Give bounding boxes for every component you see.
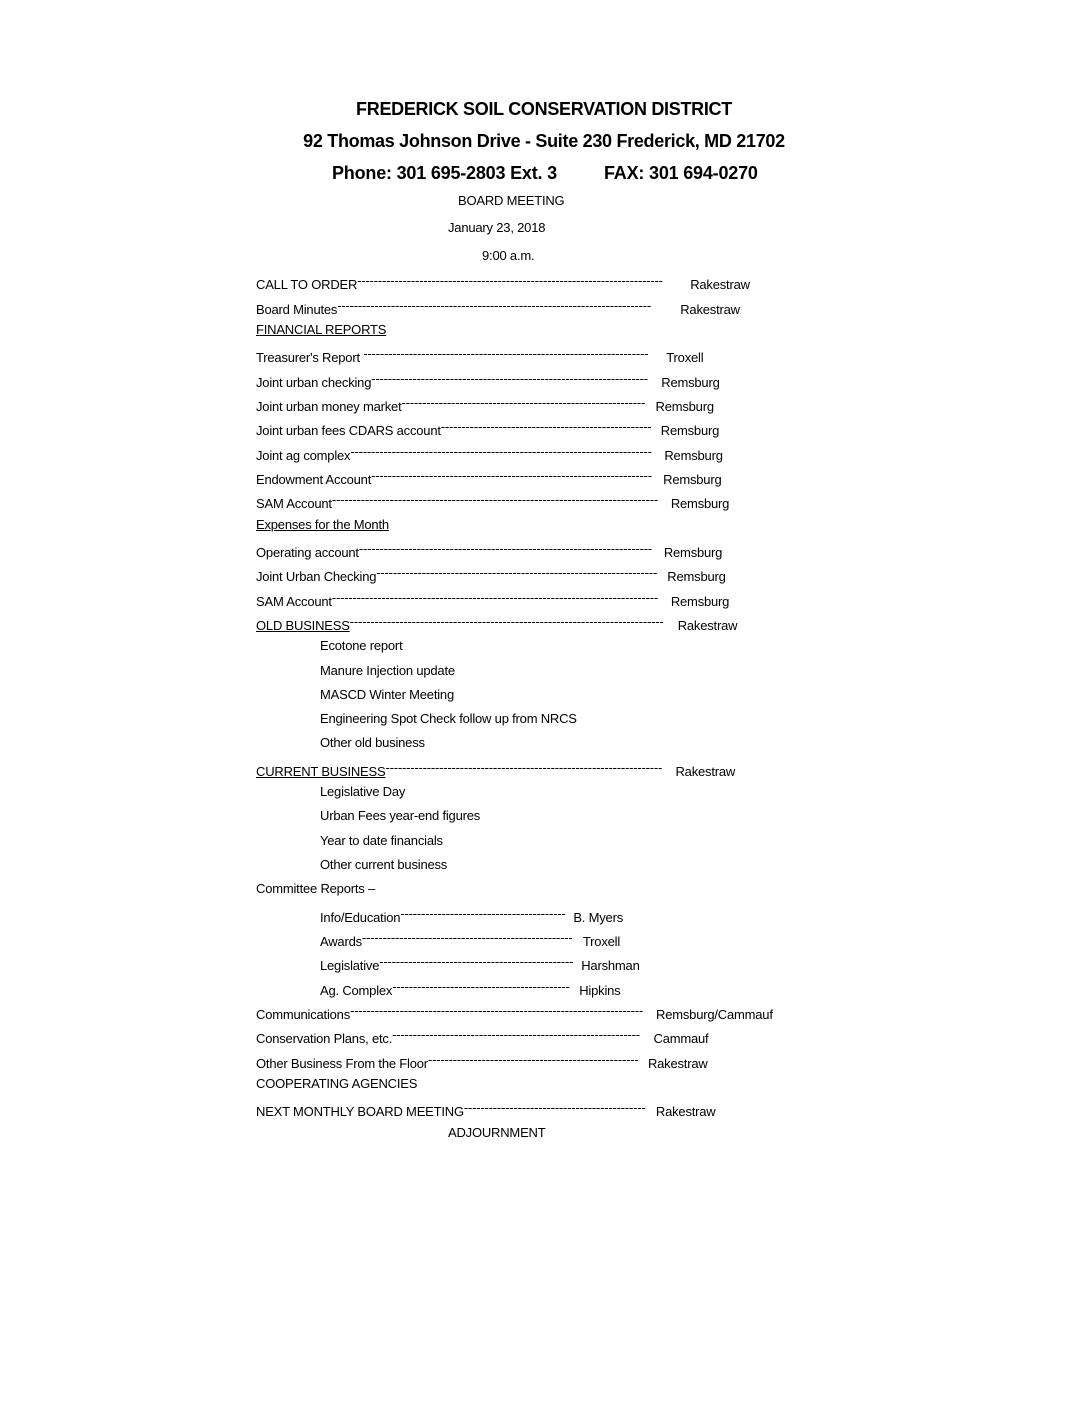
agenda-presenter: Rakestraw [677,618,738,633]
agenda-line-treasurers-report [256,346,703,366]
agenda-line-joint-urban-fees-cdars [256,419,719,439]
committee-line-legislative [320,954,640,974]
agenda-label: Joint urban checking [256,375,372,390]
agenda-presenter: Rakestraw [675,764,736,779]
agenda-label: Info/Education [320,910,401,925]
agenda-presenter: Remsburg/Cammauf [656,1007,773,1022]
committee-line-awards [320,930,620,950]
leader-dashes: ----------------------------------------------------------------------- [358,541,653,556]
current-item: Other current business [320,857,448,872]
agenda-presenter: Rakestraw [680,302,740,317]
agenda-line-current-business [256,760,735,780]
agenda-line-communications [256,1003,773,1023]
agenda-label: Joint urban money market [256,399,402,414]
leader-dashes: ---------------------------------------------------------------------------- [337,298,652,313]
agenda-presenter: Remsburg [667,569,726,584]
leader-dashes: --------------------------------------------------- [440,419,652,434]
agenda-line-operating-account [256,541,722,561]
current-item: Year to date financials [320,833,443,848]
org-address: 92 Thomas Johnson Drive - Suite 230 Frederick, MD 21702 [303,131,785,151]
agenda-presenter: Rakestraw [647,1056,708,1071]
leader-dashes: --------------------------------------------------- [361,930,573,945]
agenda-presenter: Rakestraw [655,1104,716,1119]
agenda-presenter: Rakestraw [690,277,750,292]
leader-dashes: ------------------------------------------- [392,979,570,994]
agenda-label: Conservation Plans, etc. [256,1031,393,1046]
agenda-label: OLD BUSINESS [256,618,350,633]
agenda-label: NEXT MONTHLY BOARD MEETING [256,1104,464,1119]
leader-dashes: ----------------------------------------------------------- [401,395,646,410]
old-item: MASCD Winter Meeting [320,687,454,702]
leader-dashes: -------------------------------------------- [463,1100,646,1115]
agenda-presenter: Remsburg [664,448,723,463]
leader-dashes: -------------------------------------------------------------------- [376,565,658,580]
meeting-type: BOARD MEETING [458,193,565,208]
agenda-line-joint-urban-money-market [256,395,714,415]
agenda-presenter: Remsburg [663,472,722,487]
agenda-label: Other Business From the Floor [256,1056,428,1071]
agenda-line-sam-account [256,492,729,512]
agenda-label: Treasurer's Report [256,350,364,365]
leader-dashes: ------------------------------------------------------------------------------- [331,492,659,507]
agenda-presenter: B. Myers [573,910,624,925]
agenda-presenter: Remsburg [670,496,730,511]
leader-dashes: ------------------------------------------------------------------- [385,760,663,775]
agenda-label: Joint urban fees CDARS account [256,423,441,438]
agenda-label: Board Minutes [256,302,338,317]
agenda-label: CALL TO ORDER [256,277,358,292]
committee-line-info-education [320,906,623,926]
agenda-label: Communications [256,1007,351,1022]
current-item: Urban Fees year-end figures [320,808,481,823]
agenda-line-sam-account-2 [256,590,729,610]
current-item: Legislative Day [320,784,406,799]
leader-dashes: ----------------------------------------------------------------------- [350,1003,644,1018]
old-item: Other old business [320,735,425,750]
agenda-line-conservation-plans [256,1027,708,1047]
leader-dashes: -------------------------------------------------------------------------- [357,273,663,288]
committee-reports-heading: Committee Reports – [256,881,376,896]
meeting-date: January 23, 2018 [448,220,546,235]
agenda-label: CURRENT BUSINESS [256,764,386,779]
old-item: Manure Injection update [320,663,455,678]
cooperating-agencies: COOPERATING AGENCIES [256,1076,418,1091]
meeting-time: 9:00 a.m. [482,248,535,263]
leader-dashes: ----------------------------------------------- [379,954,574,969]
agenda-presenter: Troxell [582,934,621,949]
agenda-label: Ag. Complex [320,983,393,998]
leader-dashes: ---------------------------------------- [400,906,566,921]
agenda-line-old-business [256,614,737,634]
org-name: FREDERICK SOIL CONSERVATION DISTRICT [356,99,732,119]
agenda-line-next-meeting [256,1100,716,1120]
agenda-presenter: Remsburg [670,594,730,609]
old-item: Engineering Spot Check follow up from NRCS [320,711,577,726]
leader-dashes: ---------------------------------------------------------------------------- [349,614,664,629]
agenda-line-joint-ag-complex [256,444,723,464]
leader-dashes: --------------------------------------------------------------------- [363,346,649,361]
phone-number: Phone: 301 695-2803 Ext. 3 [332,163,557,183]
leader-dashes: -------------------------------------------------------------------- [371,468,652,483]
agenda-line-board-minutes [256,298,740,318]
agenda-presenter: Remsburg [655,399,714,414]
agenda-line-endowment-account [256,468,722,488]
agenda-label: Joint Urban Checking [256,569,377,584]
agenda-line-joint-urban-checking [256,371,720,391]
agenda-line-call-to-order [256,273,750,293]
leader-dashes: ------------------------------------------------------------------- [371,371,648,386]
agenda-label: Joint ag complex [256,448,351,463]
agenda-presenter: Troxell [666,350,704,365]
leader-dashes: --------------------------------------------------- [427,1052,639,1067]
adjournment: ADJOURNMENT [448,1125,546,1140]
agenda-presenter: Remsburg [663,545,723,560]
agenda-label: Awards [320,934,362,949]
committee-line-ag-complex [320,979,620,999]
agenda-line-joint-urban-checking-2 [256,565,726,585]
agenda-label: SAM Account [256,496,332,511]
leader-dashes: ------------------------------------------------------------------------- [350,444,652,459]
fax-number: FAX: 301 694-0270 [604,163,758,183]
agenda-presenter: Cammauf [650,1031,709,1046]
agenda-label: Legislative [320,958,380,973]
agenda-line-other-business-floor [256,1052,708,1072]
agenda-presenter: Harshman [581,958,640,973]
agenda-presenter: Remsburg [660,423,720,438]
agenda-label: Operating account [256,545,359,560]
leader-dashes: ------------------------------------------------------------ [392,1027,640,1042]
agenda-label: Endowment Account [256,472,372,487]
old-item: Ecotone report [320,638,403,653]
agenda-label: SAM Account [256,594,332,609]
section-expenses: Expenses for the Month [256,517,389,532]
leader-dashes: ------------------------------------------------------------------------------- [331,590,659,605]
agenda-presenter: Remsburg [661,375,720,390]
section-financial-reports: FINANCIAL REPORTS [256,322,387,337]
agenda-presenter: Hipkins [579,983,621,998]
